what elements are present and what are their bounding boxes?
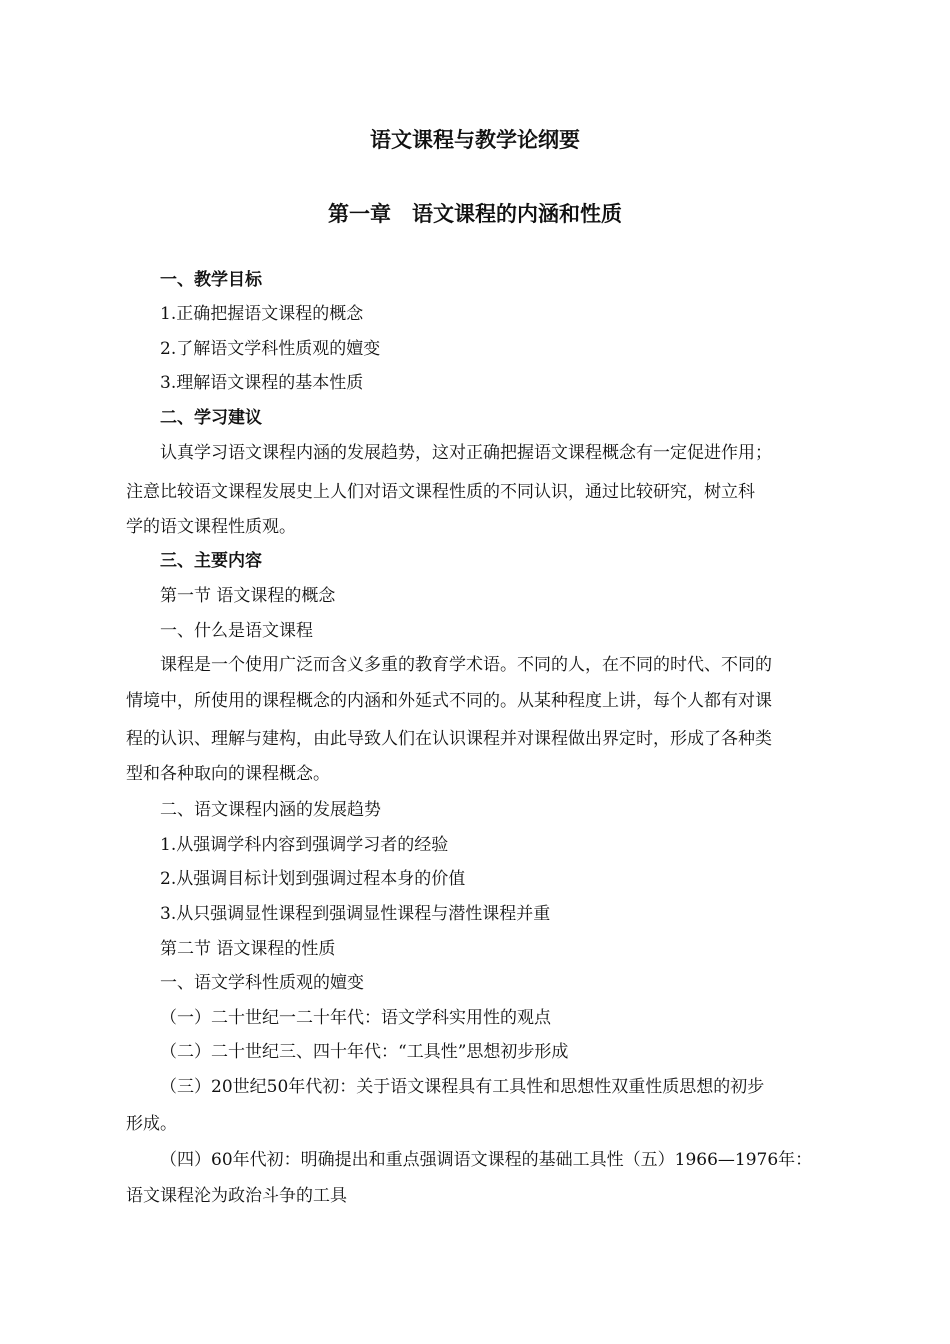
text-line: 3.从只强调显性课程到强调显性课程与潜性课程并重 — [160, 904, 551, 924]
text-line: 注意比较语文课程发展史上人们对语文课程性质的不同认识，通过比较研究，树立科 — [126, 482, 755, 502]
text-line: 一、什么是语文课程 — [160, 621, 313, 641]
text-line: 型和各种取向的课程概念。 — [126, 764, 330, 784]
text-line: 课程是一个使用广泛而含义多重的教育学术语。不同的人，在不同的时代、不同的 — [160, 655, 772, 675]
text-line: 第二节 语文课程的性质 — [160, 939, 336, 959]
text-line: （二）二十世纪三、四十年代：“工具性”思想初步形成 — [160, 1042, 569, 1062]
chapter-heading: 第一章 语文课程的内涵和性质 — [328, 202, 622, 226]
text-line: 情境中，所使用的课程概念的内涵和外延式不同的。从某种程度上讲，每个人都有对课 — [126, 691, 772, 711]
text-line: 二、语文课程内涵的发展趋势 — [160, 800, 381, 820]
text-line: （三）20世纪50年代初：关于语文课程具有工具性和思想性双重性质思想的初步 — [160, 1077, 765, 1097]
text-line: 1.正确把握语文课程的概念 — [160, 304, 364, 324]
text-line: 语文课程沦为政治斗争的工具 — [126, 1186, 347, 1206]
document-title: 语文课程与教学论纲要 — [370, 128, 580, 152]
section-heading: 三、主要内容 — [160, 551, 262, 571]
text-line: 2.了解语文学科性质观的嬗变 — [160, 339, 381, 359]
section-heading: 一、教学目标 — [160, 270, 262, 290]
text-line: 第一节 语文课程的概念 — [160, 586, 336, 606]
text-line: （四）60年代初：明确提出和重点强调语文课程的基础工具性（五）1966—1976年： — [160, 1150, 813, 1170]
text-line: 程的认识、理解与建构，由此导致人们在认识课程并对课程做出界定时，形成了各种类 — [126, 729, 772, 749]
text-line: 学的语文课程性质观。 — [126, 517, 296, 537]
text-line: 形成。 — [126, 1114, 177, 1134]
text-line: 认真学习语文课程内涵的发展趋势，这对正确把握语文课程概念有一定促进作用； — [160, 443, 772, 463]
text-line: 一、语文学科性质观的嬗变 — [160, 973, 364, 993]
text-line: 2.从强调目标计划到强调过程本身的价值 — [160, 869, 466, 889]
section-heading: 二、学习建议 — [160, 408, 262, 428]
text-line: 3.理解语文课程的基本性质 — [160, 373, 364, 393]
text-line: 1.从强调学科内容到强调学习者的经验 — [160, 835, 449, 855]
text-line: （一）二十世纪一二十年代：语文学科实用性的观点 — [160, 1008, 551, 1028]
